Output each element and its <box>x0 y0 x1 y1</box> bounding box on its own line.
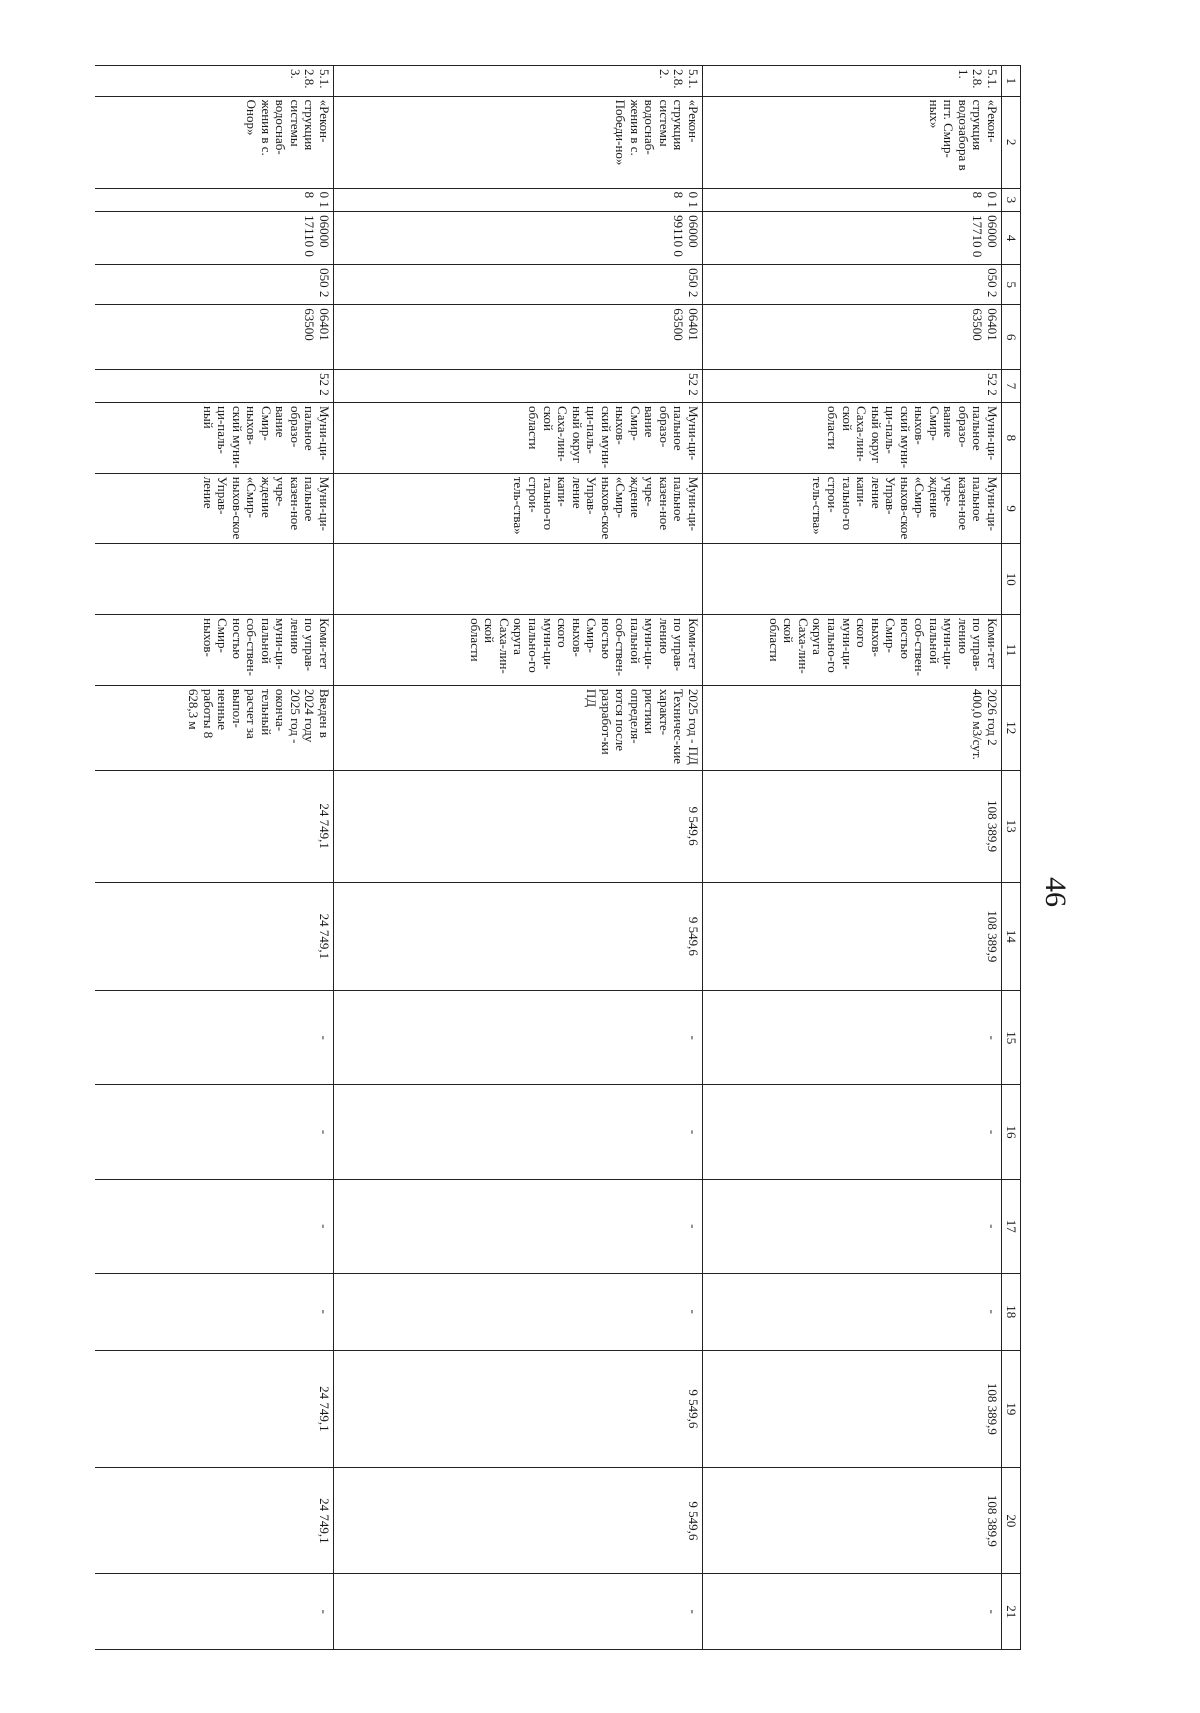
amount-cell: - <box>334 1085 703 1179</box>
amount-cell: - <box>334 991 703 1085</box>
header-cell: 18 <box>1002 1273 1021 1350</box>
header-cell: 20 <box>1002 1468 1021 1574</box>
amount-cell: - <box>95 991 334 1085</box>
page-number: 46 <box>1039 877 1072 907</box>
header-cell: 19 <box>1002 1350 1021 1468</box>
characteristics-cell: Введен в 2024 году 2025 год - оконча-тельный расчет за выпол-ненные работы 8 628,3 м <box>95 685 334 770</box>
amount-cell: 24 749,1 <box>95 882 334 990</box>
header-cell: 14 <box>1002 882 1021 990</box>
header-cell: 3 <box>1002 188 1021 212</box>
amount-cell: 9 549,6 <box>334 1350 703 1468</box>
owner-cell: Коми-тет по управ-лению муни-ци-пальной соб-ствен-ностью Смир-ныхов-ского муни-ци-пально-го округа Саха-лин-ской области <box>703 615 1002 686</box>
amount-cell: - <box>703 1273 1002 1350</box>
rotated-table-container <box>95 65 1021 1650</box>
project-name: «Рекон-струкция системы водоснаб-жения в с. Онор» <box>95 96 334 188</box>
customer-cell: Муни-ци-пальное казен-ное учре-ждение «Смир-ныхов-ское Управ-ление капи-тально-го строи-тель-ства» <box>703 473 1002 544</box>
amount-cell: - <box>334 1179 703 1273</box>
amount-cell: 108 389,9 <box>703 1468 1002 1574</box>
cell-col4: 06000 17710 0 <box>703 212 1002 265</box>
row-code: 5.1.2.8.2. <box>334 66 703 97</box>
amount-cell: - <box>703 1179 1002 1273</box>
characteristics-cell: 2026 год 2 400,0 м3/сут. <box>703 685 1002 770</box>
amount-cell: - <box>334 1574 703 1650</box>
header-cell: 8 <box>1002 403 1021 474</box>
amount-cell: - <box>703 991 1002 1085</box>
amount-cell: 24 749,1 <box>95 1350 334 1468</box>
amount-cell: 9 549,6 <box>334 1468 703 1574</box>
cell-col6: 06401 63500 <box>334 305 703 370</box>
municipality-cell: Муни-ци-пальное образо-вание Смир-ныхов-ский муни-ци-паль-ный округ Саха-лин-ской области <box>703 403 1002 474</box>
header-cell: 12 <box>1002 685 1021 770</box>
table-viewport <box>95 65 1021 1650</box>
amount-cell: - <box>95 1085 334 1179</box>
header-cell: 13 <box>1002 770 1021 882</box>
amount-cell: - <box>95 1179 334 1273</box>
header-cell: 7 <box>1002 370 1021 403</box>
amount-cell: - <box>95 1273 334 1350</box>
amount-cell: 9 549,6 <box>334 770 703 882</box>
amount-cell: 24 749,1 <box>95 1468 334 1574</box>
project-name: «Рекон-струкция водозабора в пгт. Смир-ных» <box>703 96 1002 188</box>
cell-col4: 06000 17110 0 <box>95 212 334 265</box>
cell-col3: 0 1 8 <box>703 188 1002 212</box>
cell-col4: 06000 99110 0 <box>334 212 703 265</box>
cell-col10 <box>334 544 703 615</box>
header-cell: 2 <box>1002 96 1021 188</box>
header-cell: 4 <box>1002 212 1021 265</box>
header-cell: 21 <box>1002 1574 1021 1650</box>
table-row <box>703 66 1002 1650</box>
cell-col7: 52 2 <box>95 370 334 403</box>
row-code: 5.1.2.8.1. <box>703 66 1002 97</box>
header-row <box>1002 66 1021 1650</box>
customer-cell: Муни-ци-пальное казен-ное учре-ждение «Смир-ныхов-ское Управ-ление <box>95 473 334 544</box>
amount-cell: 108 389,9 <box>703 1350 1002 1468</box>
amount-cell: 24 749,1 <box>95 770 334 882</box>
owner-cell: Коми-тет по управ-лению муни-ци-пальной соб-ствен-ностью Смир-ныхов-ского муни-ци-пально-го округа Саха-лин-ской области <box>334 615 703 686</box>
cell-col6: 06401 63500 <box>95 305 334 370</box>
header-cell: 6 <box>1002 305 1021 370</box>
row-code: 5.1.2.8.3. <box>95 66 334 97</box>
header-cell: 16 <box>1002 1085 1021 1179</box>
amount-cell: - <box>95 1574 334 1650</box>
table-row <box>334 66 703 1650</box>
municipality-cell: Муни-ци-пальное образо-вание Смир-ныхов-ский муни-ци-паль-ный округ Саха-лин-ской области <box>334 403 703 474</box>
amount-cell: 108 389,9 <box>703 770 1002 882</box>
amount-cell: - <box>334 1273 703 1350</box>
amount-cell: 9 549,6 <box>334 882 703 990</box>
header-cell: 17 <box>1002 1179 1021 1273</box>
amount-cell: - <box>703 1574 1002 1650</box>
header-cell: 10 <box>1002 544 1021 615</box>
cell-col5: 050 2 <box>703 265 1002 305</box>
program-table <box>95 65 1021 1650</box>
header-cell: 11 <box>1002 615 1021 686</box>
cell-col6: 06401 63500 <box>703 305 1002 370</box>
owner-cell: Коми-тет по управ-лению муни-ци-пальной соб-ствен-ностью Смир-ныхов- <box>95 615 334 686</box>
cell-col3: 0 1 8 <box>95 188 334 212</box>
table-row <box>95 66 334 1650</box>
customer-cell: Муни-ци-пальное казен-ное учре-ждение «Смир-ныхов-ское Управ-ление капи-тально-го строи-тель-ства» <box>334 473 703 544</box>
amount-cell: 108 389,9 <box>703 882 1002 990</box>
cell-col5: 050 2 <box>334 265 703 305</box>
project-name: «Рекон-струкция системы водоснаб-жения в с. Победи-но» <box>334 96 703 188</box>
cell-col10 <box>703 544 1002 615</box>
header-cell: 15 <box>1002 991 1021 1085</box>
municipality-cell: Муни-ци-пальное образо-вание Смир-ныхов-ский муни-ци-паль-ный <box>95 403 334 474</box>
header-cell: 9 <box>1002 473 1021 544</box>
header-cell: 5 <box>1002 265 1021 305</box>
characteristics-cell: 2025 год - ПД Техничес-кие характе-ристики определя-ются после разработ-ки ПД <box>334 685 703 770</box>
cell-col10 <box>95 544 334 615</box>
amount-cell: - <box>703 1085 1002 1179</box>
cell-col3: 0 1 8 <box>334 188 703 212</box>
cell-col7: 52 2 <box>334 370 703 403</box>
header-cell: 1 <box>1002 66 1021 97</box>
cell-col5: 050 2 <box>95 265 334 305</box>
cell-col7: 52 2 <box>703 370 1002 403</box>
